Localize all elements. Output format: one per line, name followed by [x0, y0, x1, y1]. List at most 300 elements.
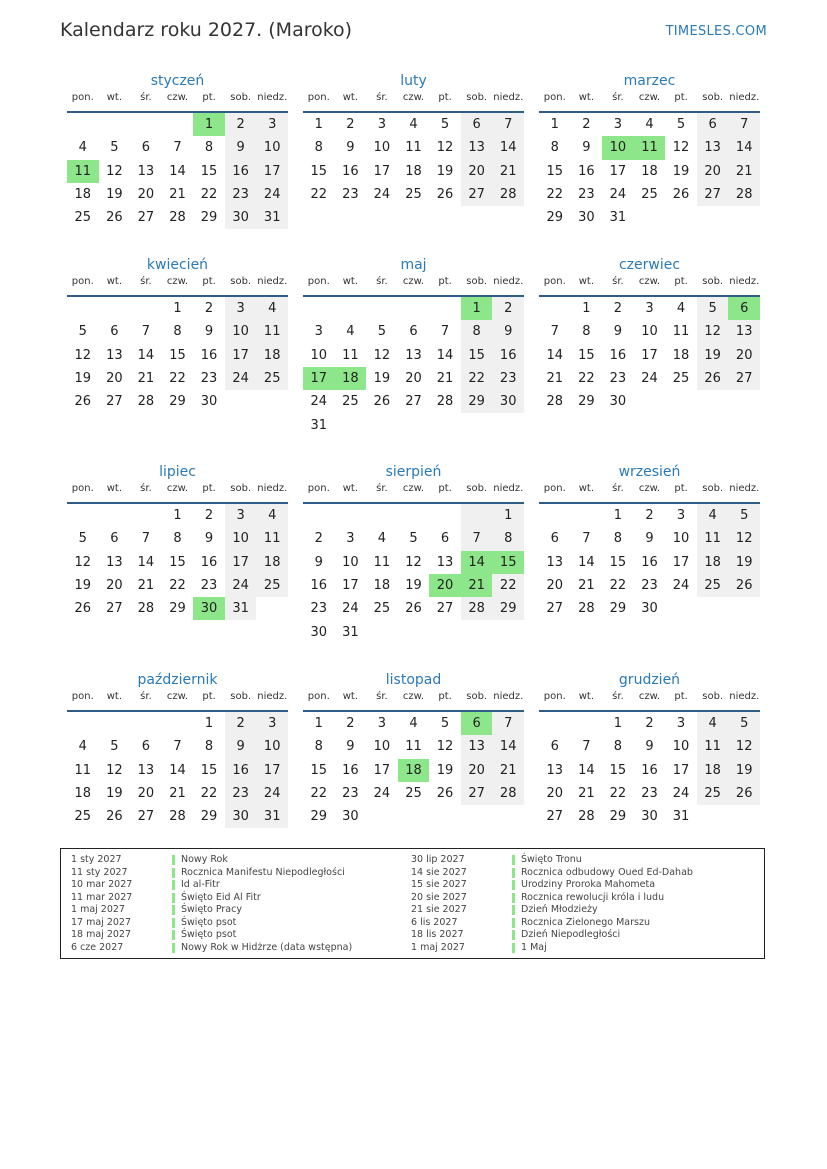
day-cell: 10: [672, 739, 690, 755]
day-cell: 26: [728, 782, 760, 805]
weekday-label: czw.: [402, 691, 425, 702]
day-cell: 28: [578, 601, 595, 617]
day-grid: [539, 113, 760, 229]
day-cell: 30: [641, 601, 658, 617]
weekday-label: wt.: [342, 691, 358, 702]
day-cell: 2: [204, 301, 214, 317]
day-cell: 8: [613, 531, 623, 547]
day-cell: 7: [550, 324, 559, 340]
weekday-label: pon.: [543, 92, 566, 103]
weekday-label: wt.: [342, 276, 358, 287]
page-title: Kalendarz roku 2027. (Maroko): [60, 19, 353, 41]
day-cell: 5: [409, 531, 418, 547]
day-cell: 7: [461, 527, 493, 550]
empty-cell: [256, 597, 288, 620]
legend-date: 18 maj 2027: [71, 929, 132, 940]
day-cell: 25: [405, 786, 422, 802]
day-cell: 15: [169, 554, 186, 570]
day-cell: 10: [256, 136, 288, 159]
weekday-label: niedz.: [729, 691, 760, 702]
weekday-label: niedz.: [257, 691, 288, 702]
day-cell: 21: [137, 578, 155, 594]
day-cell: 25: [405, 187, 422, 203]
month-name: lipiec: [159, 464, 196, 480]
weekday-label: sob.: [702, 483, 724, 494]
day-cell: 15: [310, 762, 328, 778]
day-cell: 3: [676, 716, 686, 732]
empty-cell: [665, 597, 697, 620]
empty-cell: [225, 390, 257, 413]
weekday-label: śr.: [612, 92, 624, 103]
legend-date: 1 maj 2027: [411, 941, 465, 953]
weekday-label: sob.: [466, 691, 488, 702]
day-cell: 11: [697, 527, 729, 550]
day-cell: 20: [546, 578, 564, 594]
day-cell: 3: [346, 531, 355, 547]
day-cell: 15: [169, 347, 186, 363]
day-cell: 24: [310, 394, 328, 410]
weekday-label: pt.: [674, 92, 688, 103]
day-cell: 2: [204, 508, 214, 524]
legend-date: 14 sie 2027: [411, 866, 467, 878]
day-cell: 5: [110, 739, 119, 755]
day-cell: 21: [461, 574, 493, 597]
day-cell: 28: [492, 183, 524, 206]
weekday-label: czw.: [638, 92, 661, 103]
day-cell: 3: [256, 712, 288, 735]
day-cell: 21: [436, 371, 454, 387]
day-cell: 30: [609, 394, 627, 410]
day-grid: [303, 297, 524, 437]
day-cell: 29: [169, 394, 186, 410]
day-cell: 27: [697, 183, 729, 206]
weekday-label: śr.: [612, 483, 624, 494]
month-name: kwiecień: [146, 257, 209, 273]
day-cell: 23: [641, 578, 658, 594]
legend-holiday-name: Nowy Rok w Hidżrze (data wstępna): [181, 941, 353, 953]
weekday-label: pon.: [543, 276, 566, 287]
weekday-label: pt.: [674, 483, 688, 494]
day-cell: 25: [74, 809, 92, 825]
day-cell: 4: [676, 301, 686, 317]
day-cell: 26: [728, 574, 760, 597]
day-cell: 27: [461, 183, 493, 206]
legend-row: [401, 892, 741, 905]
day-cell: 25: [256, 367, 288, 390]
day-cell: 16: [609, 347, 627, 363]
empty-cell: [429, 504, 461, 527]
weekday-label: niedz.: [729, 92, 760, 103]
holiday-marker: [512, 905, 515, 915]
day-grid: [539, 504, 760, 620]
day-cell: 18: [256, 551, 288, 574]
day-cell: 1: [582, 301, 591, 317]
month-block: [67, 669, 288, 828]
weekday-label: wt.: [578, 691, 594, 702]
day-cell: 18: [697, 551, 729, 574]
day-cell: 13: [405, 347, 422, 363]
day-cell: 1: [461, 297, 493, 320]
day-cell: 26: [74, 601, 92, 617]
day-cell: 16: [641, 554, 658, 570]
day-cell: 14: [578, 762, 595, 778]
day-cell: 7: [582, 739, 591, 755]
legend-date: 11 mar 2027: [71, 891, 133, 903]
day-cell: 29: [492, 597, 524, 620]
day-cell: 7: [173, 140, 182, 156]
day-cell: 20: [405, 371, 422, 387]
day-cell: 15: [609, 554, 627, 570]
day-cell: 28: [169, 210, 186, 226]
weekday-label: pt.: [202, 483, 216, 494]
month-block: [303, 669, 524, 828]
month-block: [539, 254, 760, 413]
day-cell: 1: [193, 113, 225, 136]
weekday-label: śr.: [140, 92, 152, 103]
day-cell: 9: [645, 531, 654, 547]
day-cell: 22: [200, 187, 218, 203]
holiday-marker: [512, 868, 515, 878]
weekday-label: śr.: [376, 483, 388, 494]
weekday-header: [67, 276, 288, 293]
day-cell: 5: [697, 297, 729, 320]
day-cell: 28: [461, 597, 493, 620]
day-cell: 22: [492, 574, 524, 597]
day-cell: 10: [373, 739, 391, 755]
weekday-label: pt.: [202, 276, 216, 287]
day-cell: 25: [342, 394, 359, 410]
day-cell: 13: [436, 554, 454, 570]
day-cell: 8: [173, 324, 182, 340]
day-cell: 4: [377, 531, 387, 547]
day-cell: 20: [546, 786, 564, 802]
empty-cell: [398, 413, 430, 436]
day-cell: 28: [546, 394, 564, 410]
day-cell: 22: [200, 786, 218, 802]
day-cell: 31: [310, 417, 328, 433]
weekday-header: [539, 276, 760, 293]
day-cell: 13: [137, 163, 155, 179]
day-cell: 17: [641, 347, 658, 363]
day-cell: 13: [106, 554, 123, 570]
legend-date: 21 sie 2027: [411, 904, 467, 915]
weekday-label: niedz.: [257, 483, 288, 494]
day-cell: 6: [461, 712, 493, 735]
brand-link[interactable]: TIMESLES.COM: [665, 24, 767, 39]
legend-row: [401, 942, 741, 955]
legend-date: 15 sie 2027: [411, 879, 467, 890]
day-cell: 18: [405, 163, 422, 179]
day-grid: [539, 297, 760, 413]
empty-cell: [303, 297, 335, 320]
day-cell: 3: [225, 504, 257, 527]
day-cell: 15: [461, 344, 493, 367]
empty-cell: [492, 805, 524, 828]
day-cell: 20: [137, 786, 155, 802]
day-grid: [67, 504, 288, 620]
legend-holiday-name: Rocznica rewolucji króla i ludu: [521, 891, 665, 903]
legend-date: 6 cze 2027: [71, 941, 124, 953]
day-cell: 18: [697, 759, 729, 782]
empty-cell: [665, 390, 697, 413]
day-cell: 12: [405, 554, 422, 570]
day-cell: 11: [67, 160, 99, 183]
day-cell: 6: [110, 324, 119, 340]
weekday-label: pt.: [438, 483, 452, 494]
day-cell: 13: [728, 320, 760, 343]
day-cell: 12: [697, 320, 729, 343]
legend-date: 18 lis 2027: [411, 929, 464, 940]
weekday-label: pon.: [71, 276, 94, 287]
day-cell: 2: [314, 531, 323, 547]
legend-holiday-name: Nowy Rok: [181, 854, 228, 865]
weekday-header: [303, 483, 524, 500]
day-cell: 6: [141, 739, 151, 755]
month-block: [539, 461, 760, 620]
weekday-label: wt.: [578, 483, 594, 494]
empty-cell: [130, 504, 162, 527]
day-cell: 26: [405, 601, 422, 617]
empty-cell: [728, 390, 760, 413]
day-cell: 15: [492, 551, 524, 574]
day-cell: 30: [225, 805, 257, 828]
empty-cell: [335, 413, 367, 436]
weekday-label: śr.: [140, 276, 152, 287]
weekday-label: wt.: [578, 92, 594, 103]
legend-row: [61, 904, 401, 917]
month-block: [67, 70, 288, 229]
empty-cell: [130, 113, 162, 136]
day-cell: 19: [436, 163, 454, 179]
empty-cell: [366, 620, 398, 643]
day-cell: 21: [728, 160, 760, 183]
empty-cell: [461, 620, 493, 643]
day-cell: 30: [492, 390, 524, 413]
day-cell: 11: [373, 554, 391, 570]
weekday-label: czw.: [166, 276, 189, 287]
weekday-label: pon.: [307, 691, 330, 702]
day-cell: 10: [225, 527, 257, 550]
day-cell: 30: [225, 206, 257, 229]
holiday-marker: [512, 918, 515, 928]
legend-holiday-name: Święto psot: [181, 929, 237, 940]
day-cell: 15: [310, 163, 328, 179]
day-cell: 4: [645, 117, 654, 133]
day-cell: 26: [106, 809, 123, 825]
day-cell: 21: [546, 371, 564, 387]
day-cell: 24: [342, 601, 359, 617]
weekday-label: sob.: [702, 276, 724, 287]
weekday-label: niedz.: [493, 691, 524, 702]
day-cell: 11: [634, 136, 666, 159]
day-cell: 10: [225, 320, 257, 343]
day-cell: 8: [613, 739, 623, 755]
day-cell: 28: [137, 601, 155, 617]
day-cell: 11: [74, 762, 92, 778]
weekday-label: pt.: [202, 92, 216, 103]
day-cell: 12: [436, 739, 454, 755]
day-cell: 26: [672, 187, 690, 203]
day-cell: 9: [225, 735, 257, 758]
day-cell: 5: [110, 140, 119, 156]
day-cell: 7: [492, 712, 524, 735]
day-cell: 30: [310, 624, 328, 640]
day-cell: 16: [310, 578, 328, 594]
day-cell: 17: [303, 367, 335, 390]
empty-cell: [366, 805, 398, 828]
empty-cell: [99, 113, 131, 136]
day-cell: 4: [409, 716, 418, 732]
holiday-marker: [172, 880, 175, 890]
day-cell: 26: [373, 394, 391, 410]
day-cell: 24: [256, 183, 288, 206]
day-cell: 30: [578, 210, 595, 226]
day-cell: 29: [609, 601, 627, 617]
day-cell: 20: [461, 759, 493, 782]
weekday-label: sob.: [230, 92, 252, 103]
day-cell: 26: [436, 786, 454, 802]
day-cell: 20: [697, 160, 729, 183]
day-cell: 8: [582, 324, 591, 340]
day-cell: 13: [546, 554, 564, 570]
empty-cell: [539, 297, 571, 320]
weekday-label: czw.: [638, 276, 661, 287]
day-cell: 2: [225, 113, 257, 136]
day-cell: 19: [74, 578, 92, 594]
empty-cell: [697, 597, 729, 620]
holiday-marker: [172, 868, 175, 878]
day-cell: 27: [106, 394, 123, 410]
day-cell: 7: [173, 739, 182, 755]
empty-cell: [429, 620, 461, 643]
day-cell: 23: [342, 786, 359, 802]
day-cell: 24: [641, 371, 658, 387]
empty-cell: [67, 504, 99, 527]
day-cell: 6: [110, 531, 119, 547]
day-cell: 22: [609, 578, 627, 594]
day-cell: 12: [106, 163, 123, 179]
day-cell: 24: [225, 367, 257, 390]
day-cell: 19: [74, 371, 92, 387]
weekday-header: [303, 691, 524, 708]
day-cell: 18: [335, 367, 367, 390]
day-cell: 24: [256, 782, 288, 805]
empty-cell: [728, 805, 760, 828]
day-cell: 6: [550, 739, 559, 755]
day-cell: 23: [200, 371, 218, 387]
month-name: maj: [400, 257, 427, 273]
day-cell: 4: [78, 739, 87, 755]
empty-cell: [429, 413, 461, 436]
legend-row: [61, 854, 401, 867]
day-cell: 19: [697, 344, 729, 367]
weekday-label: niedz.: [257, 92, 288, 103]
day-cell: 27: [137, 809, 155, 825]
day-cell: 8: [461, 320, 493, 343]
day-cell: 11: [672, 324, 690, 340]
legend-row: [401, 929, 741, 942]
month-name: październik: [137, 672, 218, 688]
empty-cell: [398, 620, 430, 643]
day-cell: 11: [697, 735, 729, 758]
legend-date: 1 sty 2027: [71, 854, 122, 865]
day-cell: 19: [728, 759, 760, 782]
legend-holiday-name: Rocznica Zielonego Marszu: [521, 916, 650, 928]
month-name: luty: [400, 73, 427, 89]
weekday-label: sob.: [230, 276, 252, 287]
day-cell: 22: [546, 187, 564, 203]
day-cell: 1: [613, 716, 623, 732]
empty-cell: [697, 805, 729, 828]
day-cell: 8: [314, 140, 323, 156]
empty-cell: [303, 504, 335, 527]
day-cell: 20: [461, 160, 493, 183]
day-cell: 28: [137, 394, 155, 410]
day-cell: 23: [492, 367, 524, 390]
day-cell: 20: [728, 344, 760, 367]
empty-cell: [99, 712, 131, 735]
day-cell: 12: [436, 140, 454, 156]
day-cell: 2: [346, 117, 355, 133]
day-cell: 9: [346, 739, 355, 755]
empty-cell: [571, 712, 603, 735]
day-cell: 5: [728, 504, 760, 527]
day-cell: 17: [672, 554, 690, 570]
day-cell: 6: [409, 324, 418, 340]
empty-cell: [366, 297, 398, 320]
day-cell: 31: [256, 805, 288, 828]
empty-cell: [99, 297, 131, 320]
weekday-label: wt.: [342, 483, 358, 494]
day-cell: 6: [461, 113, 493, 136]
day-cell: 14: [578, 554, 595, 570]
day-cell: 22: [461, 367, 493, 390]
day-cell: 3: [256, 113, 288, 136]
day-cell: 27: [546, 809, 564, 825]
day-cell: 23: [578, 187, 595, 203]
day-cell: 22: [310, 187, 328, 203]
weekday-label: wt.: [106, 483, 122, 494]
legend-date: 20 sie 2027: [411, 891, 467, 903]
month-block: [539, 70, 760, 229]
day-cell: 30: [342, 809, 359, 825]
day-cell: 25: [373, 601, 391, 617]
empty-cell: [130, 712, 162, 735]
day-cell: 31: [609, 210, 627, 226]
legend-holiday-name: Święto Pracy: [181, 904, 242, 915]
day-grid: [539, 712, 760, 828]
day-cell: 12: [74, 347, 92, 363]
weekday-label: niedz.: [257, 276, 288, 287]
day-cell: 8: [204, 739, 214, 755]
empty-cell: [398, 805, 430, 828]
day-cell: 21: [492, 160, 524, 183]
day-cell: 24: [672, 786, 690, 802]
day-cell: 17: [342, 578, 359, 594]
day-cell: 8: [173, 531, 182, 547]
day-cell: 20: [429, 574, 461, 597]
day-cell: 11: [342, 347, 359, 363]
weekday-header: [539, 691, 760, 708]
day-cell: 23: [342, 187, 359, 203]
day-cell: 1: [173, 301, 182, 317]
day-cell: 13: [546, 762, 564, 778]
weekday-label: pt.: [438, 691, 452, 702]
empty-cell: [665, 206, 697, 229]
weekday-label: sob.: [702, 92, 724, 103]
day-cell: 3: [377, 117, 387, 133]
day-cell: 27: [728, 367, 760, 390]
